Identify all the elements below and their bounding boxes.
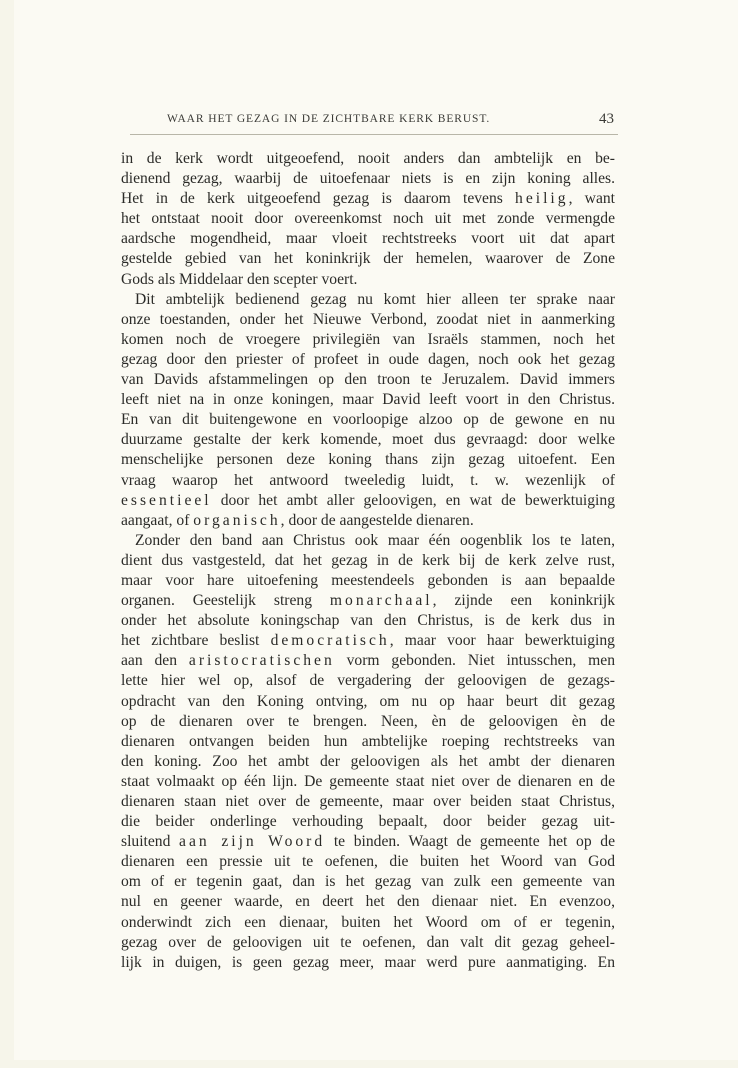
text-line: onderwindt zich een dienaar, buiten het Woord om of er tegenin, (121, 913, 615, 931)
text-line: om of er tegenin gaat, dan is het gezag van zulk een gemeente van (121, 873, 615, 891)
text-line: gezag over de geloovigen uit te oefenen, dan valt dit gezag geheel- (121, 933, 615, 951)
text-line: onze toestanden, onder het Nieuwe Verbond, zoodat niet in aanmerking (121, 310, 615, 328)
text-line: gestelde gebied van het koninkrijk der hemelen, waarover de Zone (121, 250, 615, 268)
text-line: dienaren ontvangen beiden hun ambtelijke roeping rechtstreeks van (121, 732, 615, 750)
running-title: WAAR HET GEZAG IN DE ZICHTBARE KERK BERUST. (167, 113, 491, 125)
page-header (130, 111, 618, 133)
text-line: komen noch de vroegere privilegiën van Israëls stammen, noch het (121, 330, 615, 348)
text-line: Het in de kerk uitgeoefend gezag is daarom tevens heilig, want (121, 190, 615, 208)
text-line: organen. Geestelijk streng monarchaal, zijnde een koninkrijk (121, 592, 615, 610)
text-line: in de kerk wordt uitgeoefend, nooit anders dan ambtelijk en be- (121, 150, 615, 167)
text-line: aan den aristocratischen vorm gebonden. Niet intusschen, men (121, 652, 615, 670)
text-line: essentieel door het ambt aller geloovigen, en wat de bewerktuiging (121, 491, 615, 509)
text-line: het zichtbare beslist democratisch, maar voor haar bewerktuiging (121, 632, 615, 650)
text-line: vraag waarop het antwoord tweeledig luidt, t. w. wezenlijk of (121, 471, 615, 489)
text-line: nul en geener waarde, en deert het den dienaar niet. En evenzoo, (121, 893, 615, 911)
text-line: leeft niet na in onze koningen, maar David leeft voort in den Christus. (121, 391, 615, 409)
text-line: Dit ambtelijk bedienend gezag nu komt hier alleen ter sprake naar (135, 290, 615, 308)
text-line: aardsche mogendheid, maar vloeit rechtstreeks voort uit dat apart (121, 230, 615, 248)
text-line: opdracht van den Koning ontving, om nu op haar beurt dit gezag (121, 692, 615, 710)
text-line: lijk in duigen, is geen gezag meer, maar werd pure aanmatiging. En (121, 953, 615, 971)
text-line: staat volmaakt op één lijn. De gemeente staat niet over de dienaren en de (121, 772, 615, 790)
text-line: die beider onderlinge verhouding bepaalt, door beider gezag uit- (121, 813, 615, 831)
text-line: dient dus vastgesteld, dat het gezag in de kerk bij de kerk zelve rust, (121, 551, 615, 569)
text-line: Zonder den band aan Christus ook maar één oogenblik los te laten, (135, 531, 615, 549)
text-line: menschelijke personen deze koning thans zijn gezag uitoefent. Een (121, 451, 615, 469)
body-text (121, 149, 615, 973)
text-line: maar voor hare uitoefening meestendeels gebonden is aan bepaalde (121, 571, 615, 589)
text-line: En van dit buitengewone en voorloopige alzoo op de gewone en nu (121, 411, 615, 429)
text-line: op de dienaren over te brengen. Neen, èn de geloovigen èn de (121, 712, 615, 730)
text-line: aangaat, of organisch, door de aangestelde dienaren. (121, 511, 474, 529)
text-line: Gods als Middelaar den scepter voert. (121, 270, 358, 288)
text-line: onder het absolute koningschap van den Christus, is de kerk dus in (121, 612, 615, 630)
text-line: dienaren staan niet over de gemeente, maar over beiden staat Christus, (121, 793, 615, 810)
page-number: 43 (599, 111, 614, 127)
text-line: lette hier wel op, alsof de vergadering der geloovigen de gezags- (121, 672, 615, 690)
header-rule (130, 134, 618, 135)
text-line: het ontstaat nooit door overeenkomst noch uit met zonde vermengde (121, 210, 615, 228)
text-line: gezag door den priester of profeet in oude dagen, noch ook het gezag (121, 350, 615, 368)
text-line: duurzame gestalte der kerk komende, moet dus gevraagd: door welke (121, 431, 615, 449)
text-line: van Davids afstammelingen op den troon te Jeruzalem. David immers (121, 371, 615, 389)
text-line: dienaren een pressie uit te oefenen, die buiten het Woord van God (121, 853, 615, 871)
text-line: den koning. Zoo het ambt der geloovigen als het ambt der dienaren (121, 752, 615, 770)
text-line: sluitend aan zijn Woord te binden. Waagt de gemeente het op de (121, 833, 616, 851)
text-line: dienend gezag, waarbij de uitoefenaar niets is en zijn koning alles. (121, 170, 615, 188)
